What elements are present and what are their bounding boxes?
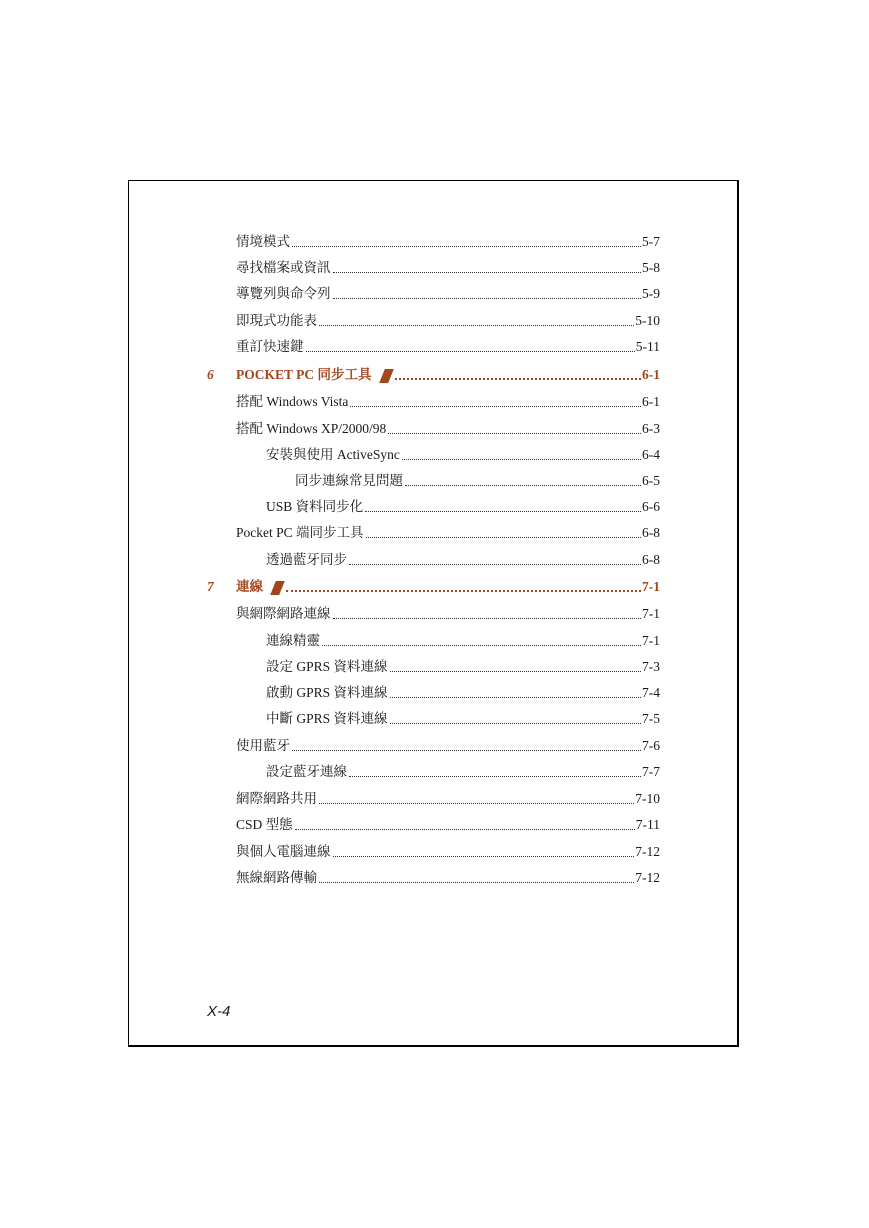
toc-chapter-entry[interactable] xyxy=(236,363,660,383)
toc-entry-title: 與個人電腦連線 xyxy=(236,844,331,859)
toc-entry[interactable] xyxy=(236,282,660,302)
toc-entry-page: 5-9 xyxy=(642,286,660,301)
chapter-number: 7 xyxy=(207,579,214,594)
toc-entry-title: 安裝與使用 ActiveSync xyxy=(266,447,400,462)
leader-dots xyxy=(319,324,634,326)
toc-entry[interactable] xyxy=(236,256,660,276)
toc-entry-title: 導覽列與命令列 xyxy=(236,286,331,301)
toc-entry[interactable] xyxy=(236,309,660,329)
leader-dots xyxy=(405,484,641,486)
leader-dots xyxy=(365,510,641,512)
toc-entry-page: 6-8 xyxy=(642,525,660,540)
toc-entry-title: 尋找檔案或資訊 xyxy=(236,260,331,275)
chapter-slash-icon xyxy=(379,369,394,383)
leader-dots xyxy=(349,775,641,777)
toc-entry[interactable] xyxy=(266,655,660,675)
toc-chapter-title: POCKET PC 同步工具 xyxy=(236,367,372,382)
toc-entry-page: 5-7 xyxy=(642,234,660,249)
chapter-slash-icon xyxy=(270,581,285,595)
leader-dots xyxy=(350,405,641,407)
toc-entry[interactable] xyxy=(266,495,660,515)
leader-dots xyxy=(306,350,635,352)
toc-entry-page: 6-1 xyxy=(642,394,660,409)
toc-entry-title: 中斷 GPRS 資料連線 xyxy=(266,711,388,726)
toc-entry[interactable] xyxy=(266,681,660,701)
leader-dots xyxy=(333,617,642,619)
toc-entry[interactable] xyxy=(236,230,660,250)
toc-entry-title: 設定藍牙連線 xyxy=(266,764,347,779)
toc-entry-title: 搭配 Windows Vista xyxy=(236,394,349,409)
toc-entry[interactable] xyxy=(266,707,660,727)
toc-entry-title: Pocket PC 端同步工具 xyxy=(236,525,364,540)
toc-entry[interactable] xyxy=(236,840,660,860)
toc-entry-page: 5-10 xyxy=(635,313,660,328)
toc-entry-title: USB 資料同步化 xyxy=(266,499,364,514)
page-footer-number: X-4 xyxy=(207,1003,231,1020)
toc-entry-title: 設定 GPRS 資料連線 xyxy=(266,659,388,674)
toc-entry-page: 6-4 xyxy=(642,447,660,462)
toc-entry-page: 7-7 xyxy=(642,764,660,779)
toc-entry-title: 與網際網路連線 xyxy=(236,606,331,621)
leader-dots xyxy=(390,670,641,672)
toc-chapter-title: 連線 xyxy=(236,579,263,594)
toc-entry-page: 7-12 xyxy=(635,844,660,859)
toc-entry-page: 7-1 xyxy=(642,606,660,621)
toc-entry-page: 7-10 xyxy=(635,791,660,806)
toc-entry-page: 7-11 xyxy=(635,817,660,832)
toc-entry[interactable] xyxy=(236,866,660,886)
leader-dots xyxy=(292,749,641,751)
toc-entry-title: 無線網路傳輸 xyxy=(236,870,317,885)
toc-chapter-entry[interactable] xyxy=(236,575,660,595)
leader-dots xyxy=(349,563,641,565)
toc-entry[interactable] xyxy=(236,390,660,410)
leader-dots xyxy=(390,696,641,698)
toc-entry[interactable] xyxy=(236,417,660,437)
toc-entry-page: 7-5 xyxy=(642,711,660,726)
toc-entry-title: 透過藍牙同步 xyxy=(266,552,347,567)
toc-entry-title: 連線精靈 xyxy=(266,633,320,648)
leader-dots xyxy=(333,297,642,299)
leader-dots xyxy=(319,802,634,804)
toc-entry-page: 6-6 xyxy=(642,499,660,514)
toc-entry-title: 啟動 GPRS 資料連線 xyxy=(266,685,388,700)
leader-dots xyxy=(402,458,641,460)
toc-entry-page: 7-1 xyxy=(642,633,660,648)
toc-entry-title: 情境模式 xyxy=(236,234,290,249)
toc-entry-page: 7-4 xyxy=(642,685,660,700)
toc-entry[interactable] xyxy=(266,548,660,568)
toc-entry[interactable] xyxy=(236,734,660,754)
toc-entry[interactable] xyxy=(236,787,660,807)
leader-dots xyxy=(388,432,641,434)
toc-entry-page: 7-1 xyxy=(642,579,660,594)
chapter-number: 6 xyxy=(207,367,214,382)
leader-dots xyxy=(286,589,641,592)
leader-dots xyxy=(333,271,642,273)
toc-entry-title: 即現式功能表 xyxy=(236,313,317,328)
toc-entry-title: 使用藍牙 xyxy=(236,738,290,753)
toc-entry[interactable] xyxy=(236,602,660,622)
toc-entry[interactable] xyxy=(236,521,660,541)
toc-entry-page: 7-12 xyxy=(635,870,660,885)
toc-entry-page: 6-3 xyxy=(642,421,660,436)
toc-entry-page: 7-6 xyxy=(642,738,660,753)
toc-entry-page: 6-8 xyxy=(642,552,660,567)
toc-entry-title: 搭配 Windows XP/2000/98 xyxy=(236,421,387,436)
toc-entry-title: CSD 型態 xyxy=(236,817,293,832)
toc-entry[interactable] xyxy=(266,443,660,463)
toc-entry-page: 5-11 xyxy=(635,339,660,354)
toc-entry[interactable] xyxy=(266,629,660,649)
leader-dots xyxy=(395,377,641,380)
leader-dots xyxy=(366,536,641,538)
toc-entry[interactable] xyxy=(236,813,660,833)
leader-dots xyxy=(322,644,641,646)
toc-entry-title: 網際網路共用 xyxy=(236,791,317,806)
toc-entry-title: 重訂快速鍵 xyxy=(236,339,304,354)
leader-dots xyxy=(390,722,641,724)
toc-entry-page: 6-5 xyxy=(642,473,660,488)
leader-dots xyxy=(319,881,634,883)
leader-dots xyxy=(292,245,641,247)
toc-entry[interactable] xyxy=(266,760,660,780)
toc-entry-title: 同步連線常見問題 xyxy=(295,473,403,488)
leader-dots xyxy=(333,855,635,857)
toc-entry-page: 7-3 xyxy=(642,659,660,674)
toc-entry[interactable] xyxy=(236,335,660,355)
toc-entry-page: 5-8 xyxy=(642,260,660,275)
leader-dots xyxy=(295,828,635,830)
toc-entry[interactable] xyxy=(295,469,660,489)
toc-entry-page: 6-1 xyxy=(642,367,660,382)
